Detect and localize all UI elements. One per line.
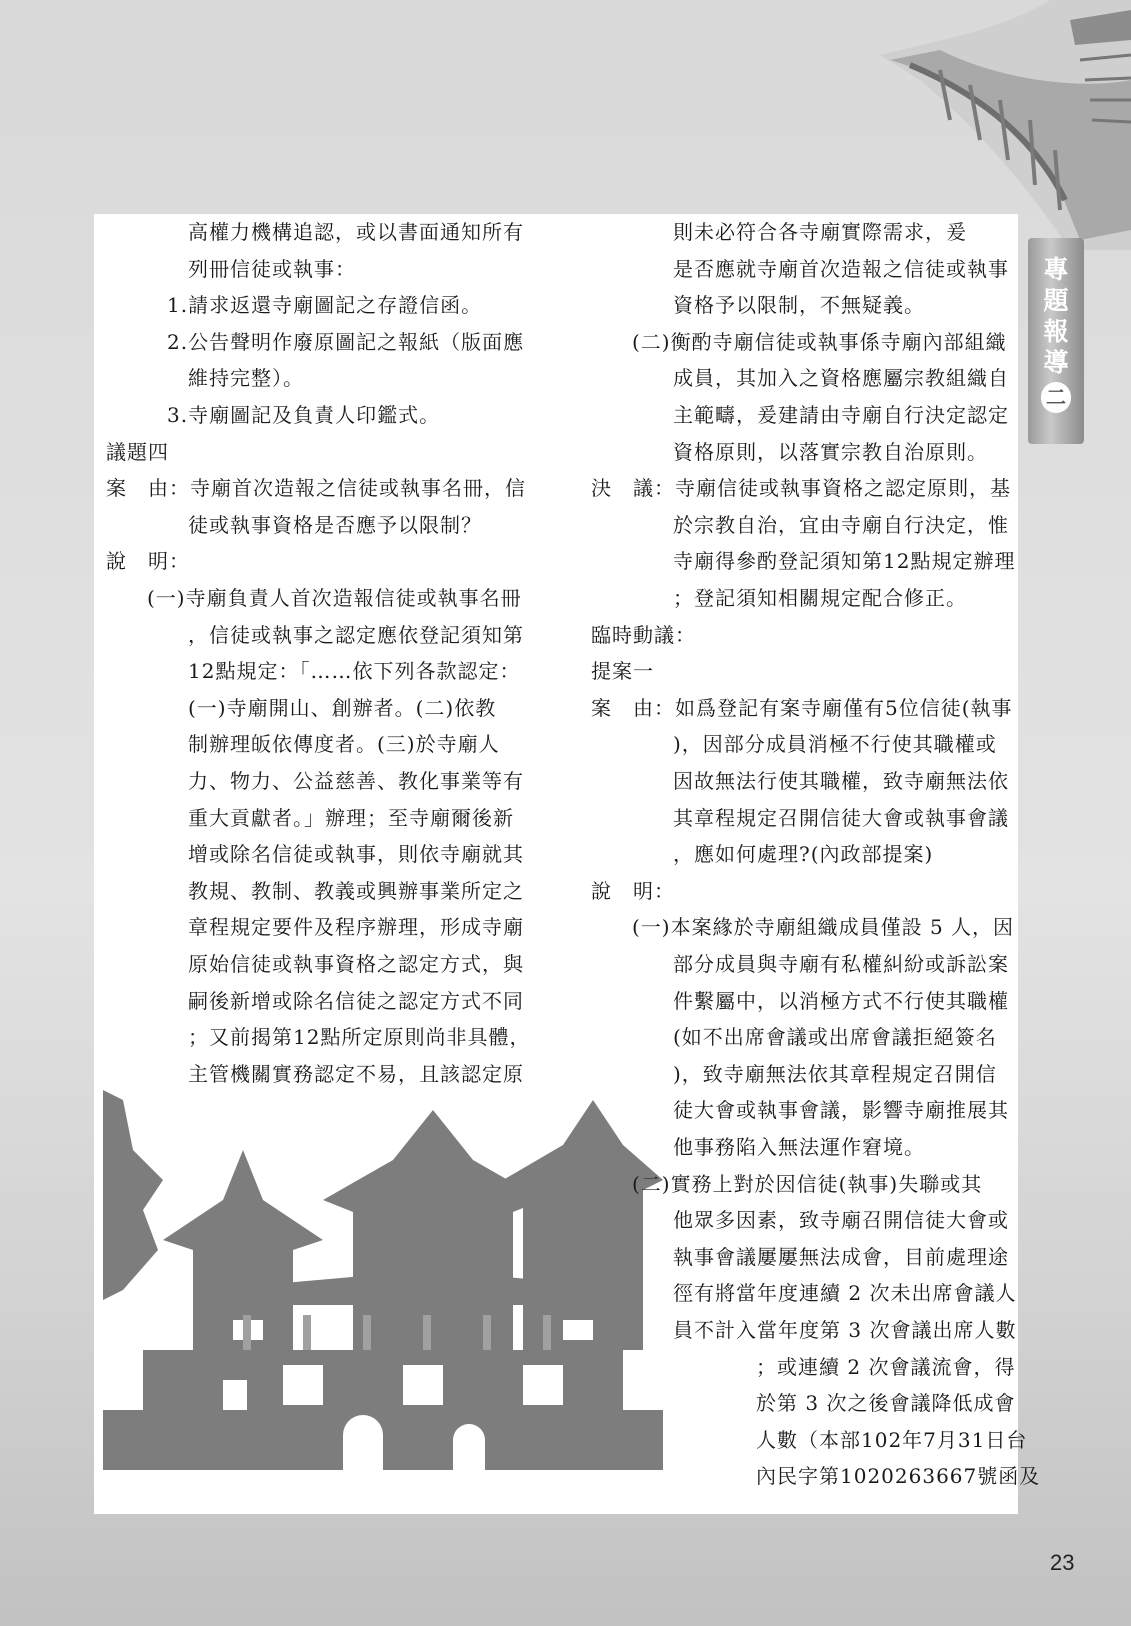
text-line: 說 明： [106, 549, 190, 574]
section-tab-char: 報 [1043, 317, 1069, 346]
text-line: 執事會議屢屢無法成會，目前處理途 [673, 1244, 1009, 1269]
section-tab [1028, 238, 1084, 444]
text-line: 人數（本部102年7月31日台 [756, 1427, 1028, 1452]
text-line: ；登記須知相關規定配合修正。 [673, 586, 967, 610]
text-line: )，因部分成員消極不行使其職權或 [673, 732, 997, 757]
text-line: 臨時動議： [591, 622, 696, 647]
temple-silhouette-illustration [103, 1090, 663, 1510]
text-line: 增或除名信徒或執事，則依寺廟就其 [188, 842, 524, 867]
text-line: ，信徒或執事之認定應依登記須知第 [188, 622, 524, 647]
text-line: 議題四 [106, 439, 169, 464]
text-line: (一)寺廟開山、創辦者。(二)依教 [188, 695, 497, 720]
text-line: 成員，其加入之資格應屬宗教組織自 [673, 366, 1009, 391]
text-line: 因故無法行使其職權，致寺廟無法依 [673, 769, 1009, 793]
text-line: 說 明： [591, 878, 675, 903]
text-line: 是否應就寺廟首次造報之信徒或執事 [673, 256, 1009, 281]
text-line: 制辦理皈依傳度者。(三)於寺廟人 [188, 732, 500, 757]
text-line: ；或連續 2 次會議流會，得 [756, 1354, 1016, 1379]
text-line: 其章程規定召開信徒大會或執事會議 [673, 805, 1009, 830]
text-line: 案 由：如爲登記有案寺廟僅有5位信徒(執事 [591, 695, 1013, 720]
text-line: 主範疇，爰建請由寺廟自行決定認定 [673, 403, 1009, 427]
text-line: 教規、教制、教義或興辦事業所定之 [188, 878, 524, 903]
temple-roof-illustration [880, 0, 1131, 250]
text-line: 則未必符合各寺廟實際需求，爰 [673, 220, 967, 244]
page-number: 23 [1050, 1550, 1075, 1575]
text-line: 1.請求返還寺廟圖記之存證信函。 [167, 293, 483, 318]
text-line: 他事務陷入無法運作窘境。 [673, 1135, 925, 1159]
text-line: 主管機關實務認定不易，且該認定原 [188, 1061, 524, 1086]
text-line: 12點規定：「……依下列各款認定： [188, 659, 521, 684]
text-line: (二)實務上對於因信徒(執事)失聯或其 [632, 1171, 983, 1196]
text-line: 員不計入當年度第 3 次會議出席人數 [673, 1318, 1017, 1342]
text-line: ，應如何處理?(內政部提案) [673, 842, 934, 867]
text-line: (一)寺廟負責人首次造報信徒或執事名冊 [147, 586, 522, 610]
section-tab-char: 專 [1043, 255, 1069, 284]
text-line: 原始信徒或執事資格之認定方式，與 [188, 952, 524, 976]
section-tab-char: 題 [1043, 286, 1069, 315]
text-line: 資格原則，以落實宗教自治原則。 [673, 439, 988, 464]
text-line: 寺廟得參酌登記須知第12點規定辦理 [673, 549, 1016, 574]
text-line: 他眾多因素，致寺廟召開信徒大會或 [673, 1208, 1009, 1233]
text-line: 徒或執事資格是否應予以限制？ [188, 512, 482, 537]
text-line: 高權力機構追認，或以書面通知所有 [188, 220, 524, 244]
text-line: (一)本案緣於寺廟組織成員僅設 5 人，因 [632, 915, 1015, 940]
text-line: 章程規定要件及程序辦理，形成寺廟 [188, 915, 524, 940]
text-line: 內民字第1020263667號函及 [756, 1464, 1041, 1489]
text-line: 件繫屬中，以消極方式不行使其職權 [673, 988, 1009, 1013]
text-line: 力、物力、公益慈善、教化事業等有 [188, 769, 524, 793]
text-line: 維持完整）。 [188, 366, 304, 391]
section-number-badge: 二 [1041, 382, 1071, 413]
text-line: 提案一 [591, 659, 654, 684]
text-line: 徒大會或執事會議，影響寺廟推展其 [673, 1098, 1009, 1123]
text-line: 3.寺廟圖記及負責人印鑑式。 [167, 403, 441, 427]
text-line: 嗣後新增或除名信徒之認定方式不同 [188, 988, 524, 1013]
text-line: 重大貢獻者。」辦理；至寺廟爾後新 [188, 805, 514, 830]
text-line: 於第 3 次之後會議降低成會 [756, 1391, 1016, 1416]
text-line: 案 由：寺廟首次造報之信徒或執事名冊，信 [106, 476, 526, 501]
text-line: 2.公告聲明作廢原圖記之報紙（版面應 [167, 329, 525, 354]
section-tab-char: 導 [1043, 348, 1069, 377]
text-line: 資格予以限制，不無疑義。 [673, 293, 925, 318]
text-line: 列冊信徒或執事： [188, 256, 356, 281]
text-line: 部分成員與寺廟有私權糾紛或訴訟案 [673, 952, 1009, 976]
text-line: 決 議：寺廟信徒或執事資格之認定原則，基 [591, 476, 1011, 501]
text-line: (如不出席會議或出席會議拒絕簽名 [673, 1025, 997, 1050]
text-line: )，致寺廟無法依其章程規定召開信 [673, 1061, 997, 1086]
text-line: ；又前揭第12點所定原則尚非具體， [188, 1025, 531, 1050]
text-line: 徑有將當年度連續 2 次未出席會議人 [673, 1281, 1017, 1306]
text-line: (二)衡酌寺廟信徒或執事係寺廟內部組織 [632, 329, 1007, 354]
text-line: 於宗教自治，宜由寺廟自行決定，惟 [673, 512, 1009, 537]
